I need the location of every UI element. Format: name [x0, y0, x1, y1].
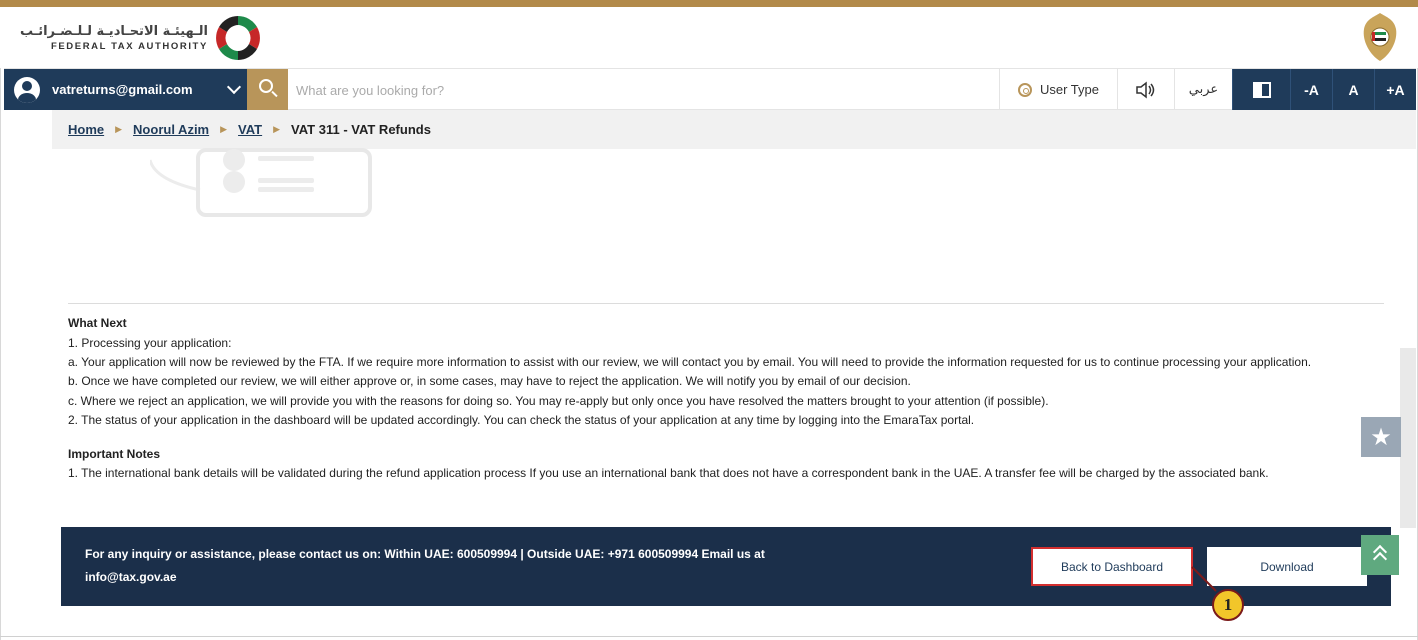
- scroll-to-top-button[interactable]: [1361, 535, 1399, 575]
- search-button[interactable]: [247, 69, 288, 110]
- what-next-line: c. Where we reject an application, we will provide you with the reasons for doing so. You may re-apply but only once you have resolved the matters brought to your attention (if possible).: [68, 393, 1049, 408]
- what-next-line: 2. The status of your application in the dashboard will be updated accordingly. You can check the status of your application at any time by logging into the EmaraTax portal.: [68, 413, 975, 427]
- chevron-down-icon: [227, 80, 241, 94]
- contact-line: For any inquiry or assistance, please contact us on: Within UAE: 600509994 | Outside UAE: +971 600509994 Email us at: [85, 547, 765, 561]
- contrast-icon: [1253, 82, 1271, 98]
- speaker-icon: [1135, 81, 1157, 99]
- font-decrease-button[interactable]: -A: [1290, 69, 1332, 110]
- contact-info: [85, 543, 845, 589]
- download-button[interactable]: Download: [1207, 547, 1367, 586]
- gear-icon: [1018, 83, 1032, 97]
- logo-text: [20, 24, 208, 52]
- bottom-border: [0, 636, 1418, 637]
- breadcrumb-current: VAT 311 - VAT Refunds: [291, 122, 431, 137]
- what-next-line: a. Your application will now be reviewed by the FTA. If we require more information to assist with our review, we will contact you by email. You will need to provide the information requested for us to continue processing your application.: [68, 355, 1312, 369]
- uae-emblem-icon: [1360, 11, 1400, 63]
- what-next-heading: What Next: [68, 316, 127, 330]
- star-icon: ★: [1370, 423, 1392, 451]
- scrollbar[interactable]: [1400, 348, 1416, 528]
- search-icon-handle: [271, 91, 277, 97]
- important-notes-line: 1. The international bank details will be validated during the refund application process If you use an international bank that does not have a correspondent bank in the UAE. A transfer fee will be charged by the associated bank.: [68, 466, 1269, 480]
- font-increase-button[interactable]: +A: [1374, 69, 1416, 110]
- what-next-line: b. Once we have completed our review, we will either approve or, in some cases, may have to reject the application. We will notify you by email of our decision.: [68, 374, 911, 388]
- step-callout-badge: 1: [1212, 589, 1244, 621]
- what-next-line: 1. Processing your application:: [68, 335, 232, 350]
- favorite-star-button[interactable]: [1361, 417, 1401, 457]
- contrast-toggle-button[interactable]: [1232, 69, 1290, 110]
- breadcrumb-vat[interactable]: VAT: [238, 122, 263, 137]
- font-reset-button[interactable]: A: [1332, 69, 1374, 110]
- user-account-dropdown[interactable]: [4, 69, 247, 110]
- document-illustration-icon: [150, 130, 380, 220]
- language-toggle[interactable]: عربي: [1174, 69, 1232, 110]
- breadcrumb-arrow-icon: ▶: [273, 124, 281, 134]
- speaker-button[interactable]: [1117, 69, 1174, 110]
- logo-arabic-text: الـهيئـة الاتحـاديـة لـلـضـرائـب: [20, 24, 208, 39]
- section-divider: [68, 303, 1384, 304]
- what-next-section: [68, 314, 1368, 483]
- back-to-dashboard-button[interactable]: Back to Dashboard: [1031, 547, 1193, 586]
- contact-email[interactable]: info@tax.gov.ae: [85, 570, 177, 584]
- top-accent-bar: [0, 0, 1418, 7]
- user-avatar-icon: [14, 77, 40, 103]
- user-type-label: User Type: [1039, 82, 1099, 97]
- breadcrumb-home[interactable]: Home: [68, 122, 105, 137]
- breadcrumb-arrow-icon: ▶: [115, 124, 123, 134]
- user-type-button[interactable]: [999, 69, 1117, 110]
- fta-logo[interactable]: [20, 13, 262, 63]
- top-navbar: [4, 68, 1416, 110]
- breadcrumb-user[interactable]: Noorul Azim: [133, 122, 210, 137]
- site-header: [0, 7, 1418, 68]
- user-email: vatreturns@gmail.com: [52, 82, 193, 97]
- breadcrumb-arrow-icon: ▶: [220, 124, 228, 134]
- fta-emblem-icon: [214, 14, 262, 62]
- logo-english-text: FEDERAL TAX AUTHORITY: [50, 41, 208, 52]
- important-notes-heading: Important Notes: [68, 446, 161, 461]
- search-input[interactable]: [296, 77, 986, 103]
